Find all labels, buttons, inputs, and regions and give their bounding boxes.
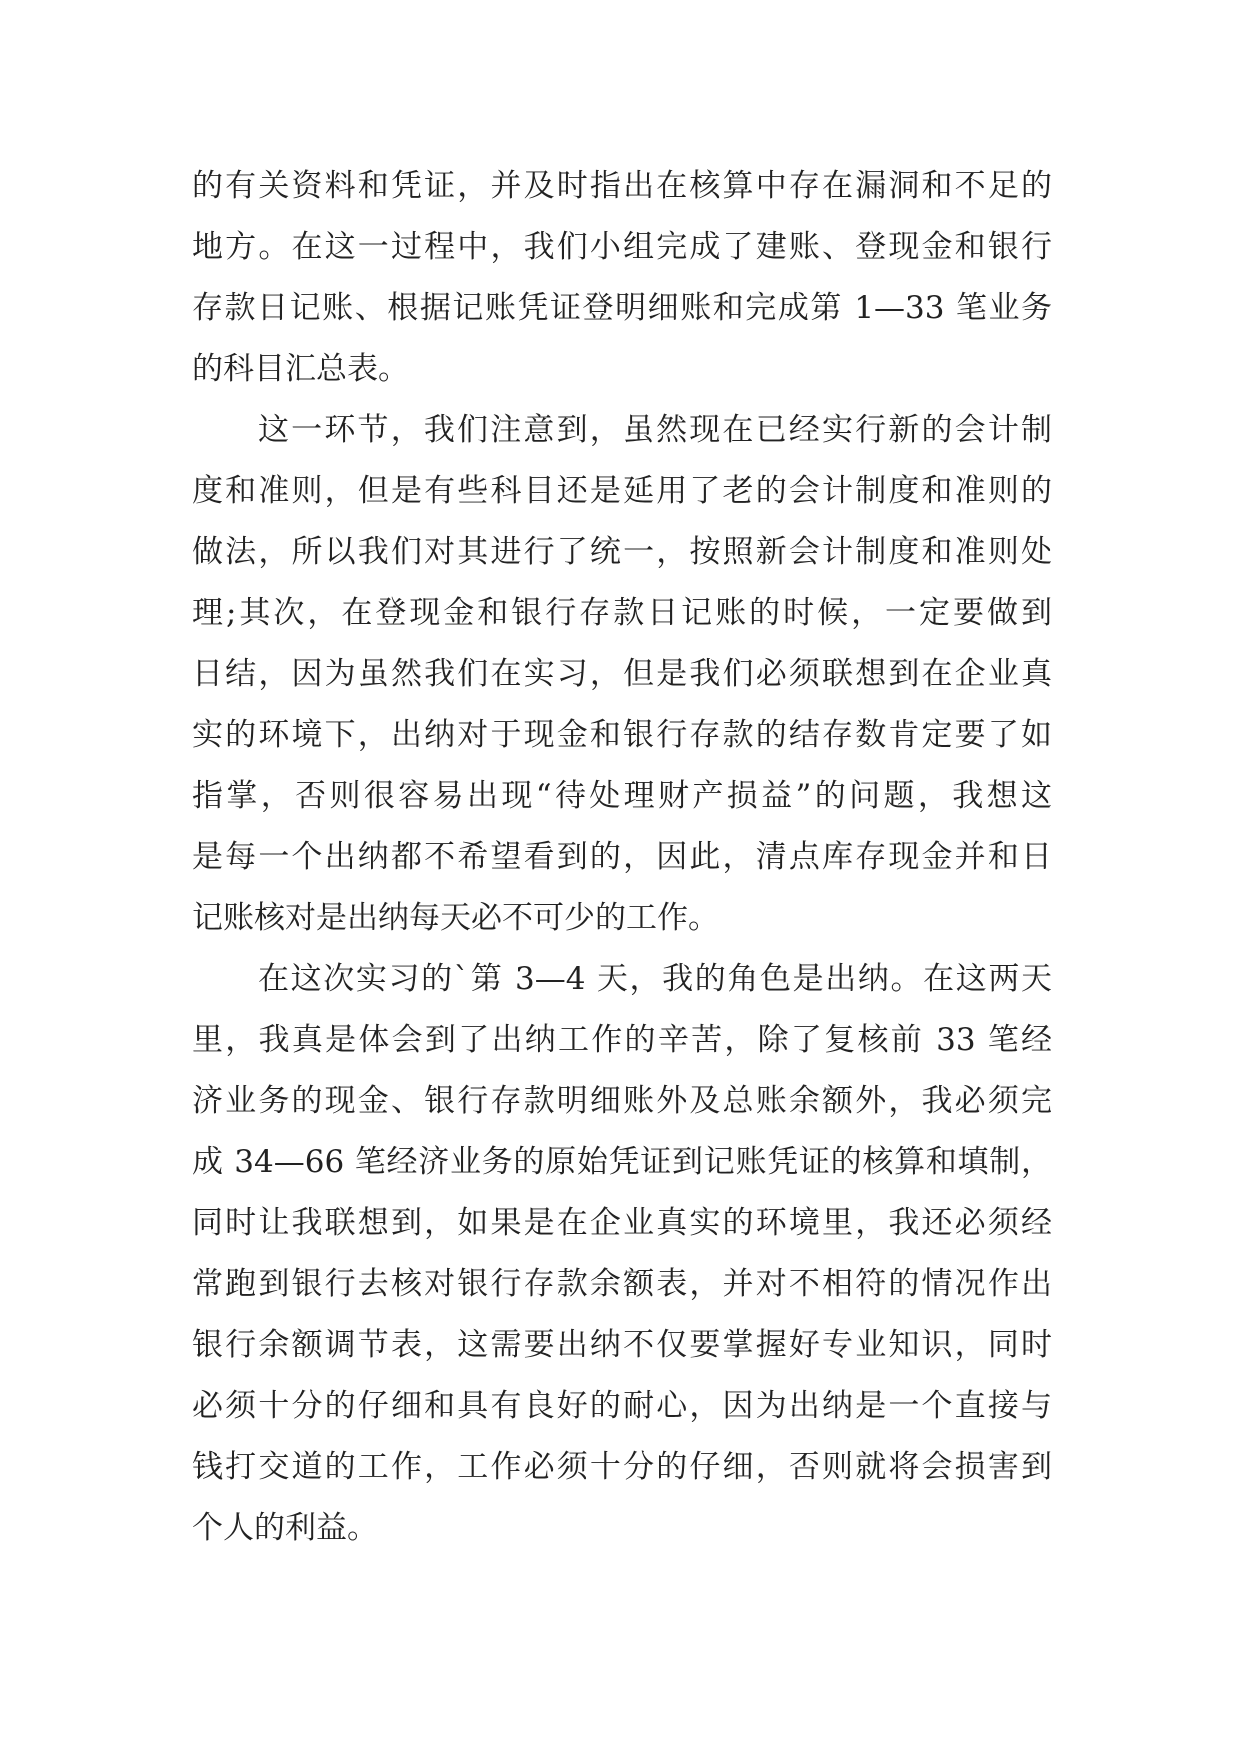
document-body (192, 156, 1052, 1559)
paragraph-3 (192, 949, 1052, 1559)
text-line: 必须十分的仔细和具有良好的耐心，因为出纳是一个直接与 (192, 1388, 1052, 1424)
text-line: 银行余额调节表，这需要出纳不仅要掌握好专业知识，同时 (192, 1327, 1052, 1363)
text-line: 是每一个出纳都不希望看到的，因此，清点库存现金并和日 (192, 839, 1052, 875)
text-line: 指掌，否则很容易出现“待处理财产损益”的问题，我想这 (192, 778, 1052, 814)
text-line: 个人的利益。 (192, 1510, 378, 1546)
text-line: 记账核对是出纳每天必不可少的工作。 (192, 900, 719, 936)
text-line: 在这次实习的`第 3—4 天，我的角色是出纳。在这两天 (258, 961, 1052, 997)
text-line: 的科目汇总表。 (192, 351, 409, 387)
text-line: 存款日记账、根据记账凭证登明细账和完成第 1—33 笔业务 (192, 290, 1052, 326)
text-line: 钱打交道的工作，工作必须十分的仔细，否则就将会损害到 (192, 1449, 1052, 1485)
text-line: 度和准则，但是有些科目还是延用了老的会计制度和准则的 (192, 473, 1052, 509)
text-line: 实的环境下，出纳对于现金和银行存款的结存数肯定要了如 (192, 717, 1052, 753)
text-line: 成 34—66 笔经济业务的原始凭证到记账凭证的核算和填制， (192, 1144, 1052, 1180)
text-line: 里，我真是体会到了出纳工作的辛苦，除了复核前 33 笔经 (192, 1022, 1052, 1058)
text-line: 做法，所以我们对其进行了统一，按照新会计制度和准则处 (192, 534, 1052, 570)
paragraph-1 (192, 156, 1052, 400)
text-line: 这一环节，我们注意到，虽然现在已经实行新的会计制 (258, 412, 1052, 448)
text-line: 济业务的现金、银行存款明细账外及总账余额外，我必须完 (192, 1083, 1052, 1119)
text-line: 理;其次，在登现金和银行存款日记账的时候，一定要做到 (192, 595, 1052, 631)
text-line: 的有关资料和凭证，并及时指出在核算中存在漏洞和不足的 (192, 168, 1052, 204)
text-line: 地方。在这一过程中，我们小组完成了建账、登现金和银行 (192, 229, 1052, 265)
text-line: 日结，因为虽然我们在实习，但是我们必须联想到在企业真 (192, 656, 1052, 692)
text-line: 同时让我联想到，如果是在企业真实的环境里，我还必须经 (192, 1205, 1052, 1241)
text-line: 常跑到银行去核对银行存款余额表，并对不相符的情况作出 (192, 1266, 1052, 1302)
paragraph-2 (192, 400, 1052, 949)
